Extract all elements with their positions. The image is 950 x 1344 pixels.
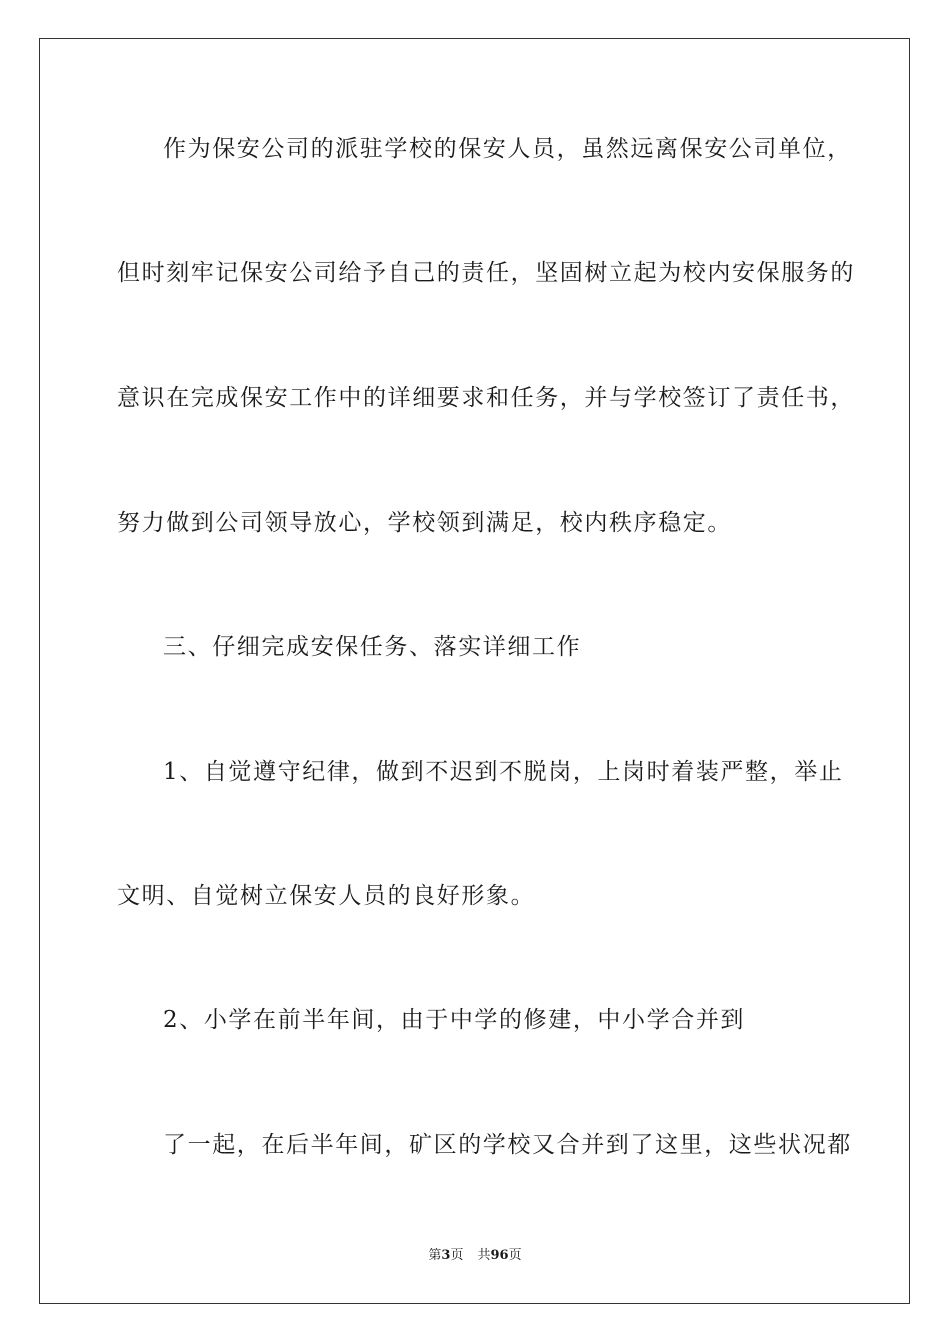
page-border [39,38,910,1304]
paragraph-line-7: 文明、自觉树立保安人员的良好形象。 [117,883,536,909]
page-suffix: 页 [450,1248,464,1263]
paragraph-line-8: 2、小学在前半年间，由于中学的修建，中小学合并到 [163,1007,746,1033]
paragraph-line-2: 但时刻牢记保安公司给予自己的责任，坚固树立起为校内安保服务的 [117,260,855,286]
paragraph-line-9: 了一起，在后半年间，矿区的学校又合并到了这里，这些状况都 [163,1132,852,1158]
page-prefix: 第 [428,1248,442,1263]
total-pages: 96 [490,1248,509,1263]
paragraph-line-1: 作为保安公司的派驻学校的保安人员，虽然远离保安公司单位， [163,136,852,162]
total-suffix: 页 [508,1248,522,1263]
total-prefix: 共 [477,1248,491,1263]
section-heading: 三、仔细完成安保任务、落实详细工作 [163,634,582,660]
paragraph-line-6: 1、自觉遵守纪律，做到不迟到不脱岗，上岗时着装严整，举止 [163,759,844,785]
paragraph-line-3: 意识在完成保安工作中的详细要求和任务，并与学校签订了责任书， [117,385,855,411]
page-number: 3 [441,1248,451,1263]
page-footer [0,1247,950,1265]
paragraph-line-4: 努力做到公司领导放心，学校领到满足，校内秩序稳定。 [117,510,732,536]
